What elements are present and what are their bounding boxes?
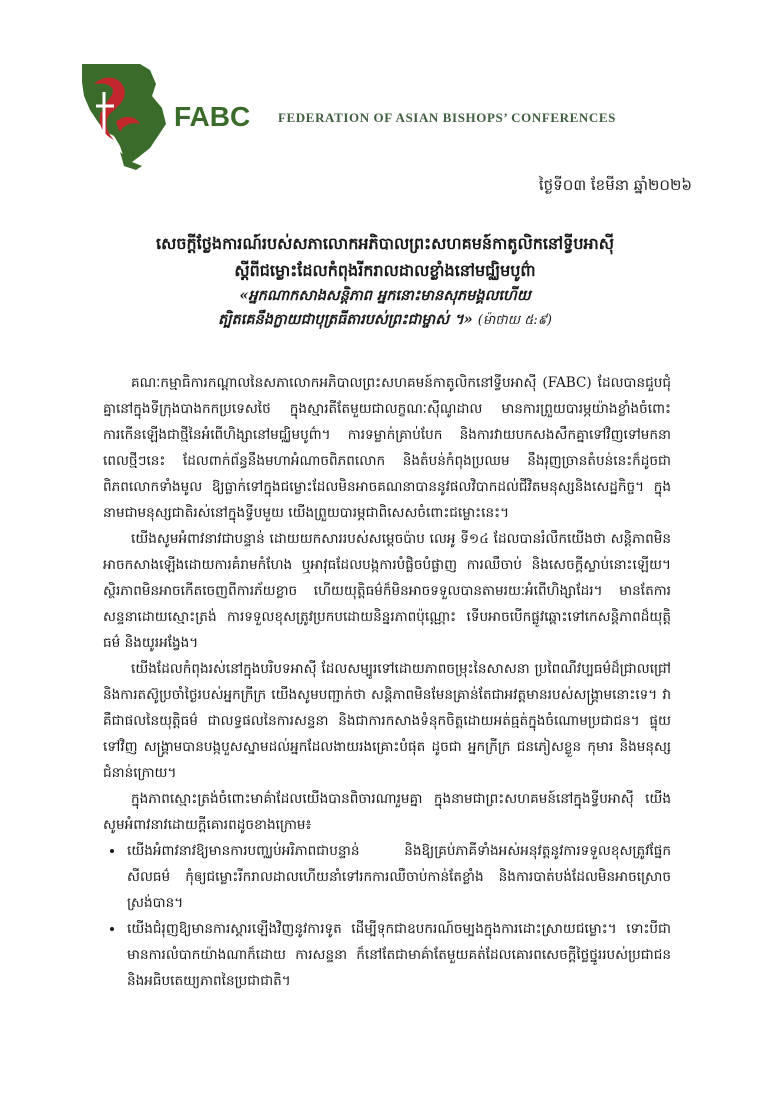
quote-line-2 bbox=[60, 308, 710, 333]
quote-line-1: «អ្នកណាកសាងសន្តិភាព អ្នកនោះមានសុភមង្គលហើយ bbox=[239, 287, 531, 304]
svg-text:FABC: FABC bbox=[174, 101, 251, 132]
title-line-2: ស្តីពីជម្លោះដែលកំពុងរីករាលដាលខ្លាំងនៅមជ្ឈិមបូព៌ា bbox=[234, 261, 536, 280]
appeal-list bbox=[103, 838, 671, 994]
title-line-1: សេចក្តីថ្លែងការណ៍របស់សភាលោកអភិបាលព្រះសហគមន៍កាតូលិកនៅទ្វីបអាស៊ី bbox=[156, 234, 614, 253]
quote-text: ត្បិតគេនឹងក្លាយជាបុត្រធីតារបស់ព្រះជាម្ចាស់ ។» bbox=[218, 311, 473, 328]
list-item: • យើងអំពាវនាវឱ្យមានការបញ្ឈប់អរិភាពជាបន្ទាន់ និងឱ្យគ្រប់ភាគីទាំងអស់អនុវត្តនូវការទទួលខុសត្រូវផ្នែកសីលធម៌ កុំឲ្យជម្លោះរីករាលដាលហើយនាំទៅរកការឈឺចាប់កាន់តែខ្លាំង និងការបាត់បង់ដែលមិនអាចស្រោចស្រង់បាន។ bbox=[125, 838, 671, 916]
fabc-logo bbox=[80, 62, 252, 170]
document-title-block bbox=[60, 230, 710, 333]
quote-reference: (ម៉ាថាយ ៥:៩) bbox=[477, 313, 552, 328]
document-body bbox=[103, 370, 671, 994]
letterhead bbox=[80, 62, 700, 172]
paragraph: យើងសូមអំពាវនាវជាបន្ទាន់ ដោយយកសាររបស់សម្តេចប៉ាប លេអូ ទី១៤ ដែលបានរំលឹកយើងថា សន្តិភាពមិនអាចកសាងឡើងដោយការគំរាមកំហែង ឬអាវុធដែលបង្កការបំផ្លិចបំផ្លាញ ការឈឺចាប់ និងសេចក្តីស្លាប់នោះឡើយ។ ស្ថិរភាពមិនអាចកើតចេញពីការភ័យខ្លាច ហើយយុត្តិធម៌ក៏មិនអាចទទួលបានតាមរយៈអំពើហិង្សាដែរ។ មានតែការសន្ទនាដោយស្មោះត្រង់ ការទទួលខុសត្រូវប្រកបដោយនិន្នរភាពប៉ុណ្ណោះ ទើបអាចបើកផ្លូវឆ្ពោះទៅកេសន្តិភាពដ៏យុត្តិធម៌ និងយូរអង្វែង។ bbox=[103, 531, 671, 651]
paragraph: គណៈកម្មាធិការកណ្តាលនៃសភាលោកអភិបាលព្រះសហគមន៍កាតូលិកនៅទ្វីបអាស៊ី (FABC) ដែលបានជួបជុំគ្នានៅក្នុងទីក្រុងបាងកកប្រទេសថៃ ក្នុងស្មារតីតែមួយជាលក្ខណៈស៊ីណូដាល មានការព្រួយបារម្ភយ៉ាងខ្លាំងចំពោះការកើនឡើងជាថ្មីនៃអំពើហិង្សានៅមជ្ឈិមបូព៌ា។ ការទម្លាក់គ្រាប់បែក និងការវាយបកសងសឹកគ្នាទៅវិញទៅមកនាពេលថ្មីៗនេះ ដែលពាក់ព័ន្ធនឹងមហាអំណាចពិភពលោក និងតំបន់កំពុងប្រឈម នឹងរុញច្រានតំបន់នេះក៏ដូចជាពិភពលោកទាំងមូល ឱ្យធ្លាក់ទៅក្នុងជម្លោះដែលមិនអាចគណនាបាននូវផលវិបាកដល់ជីវិតមនុស្សនិងសេដ្ឋកិច្ច។ ក្នុងនាមជាមនុស្សជាតិរស់នៅក្នុងទ្វីបមួយ យើងព្រួយបារម្ភជាពិសេសចំពោះជម្លោះនេះ។ bbox=[103, 375, 671, 521]
document-date: ថ្ងៃទី០៣ ខែមីនា ឆ្នាំ២០២៦ bbox=[538, 176, 692, 194]
paragraph: យើងដែលកំពុងរស់នៅក្នុងបរិបទអាស៊ី ដែលសម្បូរទៅដោយភាពចម្រុះនៃសាសនា ប្រពៃណីវប្បធម៌ដ៏ជ្រាលជ្រៅ និងការតស៊ូប្រចាំថ្ងៃរបស់អ្នកក្រីក្រ យើងសូមបញ្ជាក់ថា សន្តិភាពមិនមែនគ្រាន់តែជាអវត្តមានរបស់សង្គ្រាមនោះទេ។ វាគឺជាផលនៃយុត្តិធម៌ ជាលទ្ធផលនៃការសន្ទនា និងជាការកសាងទំនុកចិត្តដោយអត់ធ្មត់ក្នុងចំណោមប្រជាជន។ ផ្ទុយទៅវិញ សង្គ្រាមបានបង្កបួសស្នាមដល់អ្នកដែលងាយរងគ្រោះបំផុត ដូចជា អ្នកក្រីក្រ ជនភៀសខ្លួន កុមារ និងមនុស្សជំនាន់ក្រោយ។ bbox=[103, 661, 671, 781]
list-item: • យើងជំរុញឱ្យមានការស្តារឡើងវិញនូវការទូត ដើម្បីទុកជាឧបករណ៍ចម្បងក្នុងការដោះស្រាយជម្លោះ។ ទោះបីជាមានការលំបាកយ៉ាងណាក៏ដោយ ការសន្ទនា ក៏នៅតែជាមាគ៌ាតែមួយគត់ដែលគោរពសេចក្តីថ្លៃថ្នូររបស់ប្រជាជន និងអធិបតេយ្យភាពនៃប្រជាជាតិ។ bbox=[125, 916, 671, 994]
organization-name: FEDERATION OF ASIAN BISHOPS’ CONFERENCES bbox=[278, 110, 616, 125]
paragraph: ក្នុងភាពស្មោះត្រង់ចំពោះមាគ៌ាដែលយើងបានពិចារណារួមគ្នា ក្នុងនាមជាព្រះសហគមន៍នៅក្នុងទ្វីបអាស៊ី យើងសូមអំពាវនាវដោយក្តីគោរពដូចខាងក្រោម៖ bbox=[103, 791, 671, 833]
